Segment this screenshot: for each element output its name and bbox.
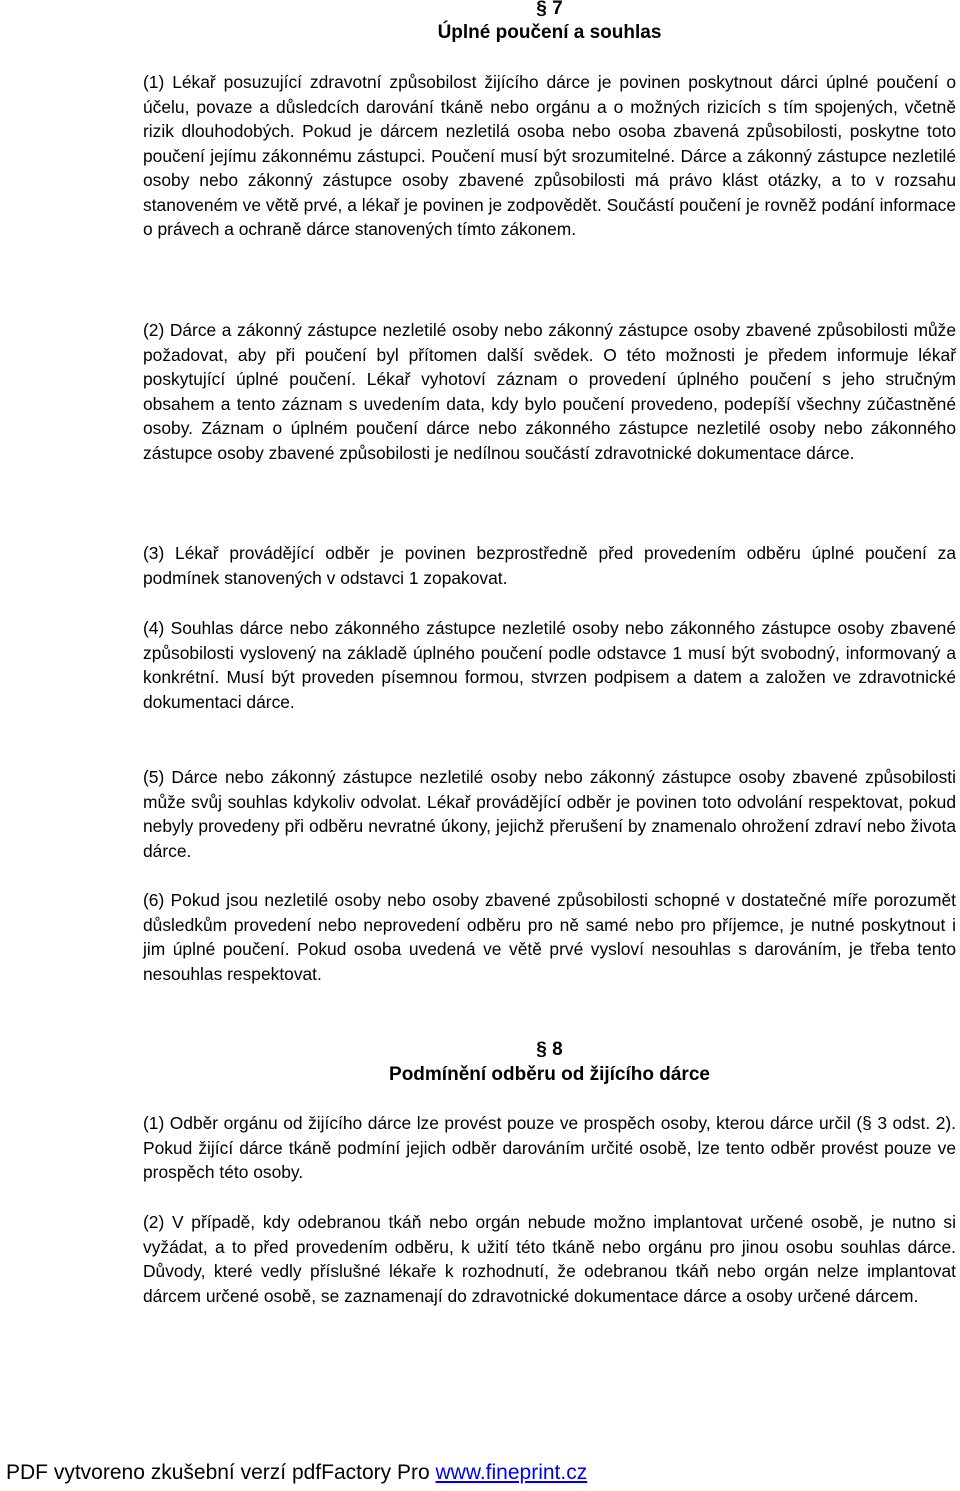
section-8-number: § 8 — [536, 1039, 563, 1060]
section-7-paragraph-2: (2) Dárce a zákonný zástupce nezletilé osoby nebo zákonný zástupce osoby zbavené způsobilosti může požadovat, aby při poučení byl přítomen další svědek. O této možnosti je předem informuje lékař poskytující úplné poučení. Lékař vyhotoví záznam o provedení úplného poučení s jeho stručným obsahem a tento záznam s uvedením data, kdy bylo poučení provedeno, podepíší všechny zúčastněné osoby. Záznam o úplném poučení dárce nebo zákonného zástupce nezletilé osoby nebo zákonného zástupce osoby zbavené způsobilosti je nedílnou součástí zdravotnické dokumentace dárce. — [143, 320, 956, 463]
section-7-paragraph-1: (1) Lékař posuzující zdravotní způsobilost žijícího dárce je povinen poskytnout dárci úplné poučení o účelu, povaze a důsledcích darování tkáně nebo orgánu a o možných rizicích s tím spojených, včetně rizik dlouhodobých. Pokud je dárcem nezletilá osoba nebo osoba zbavená způsobilosti, poskytne toto poučení jejímu zákonnému zástupci. Poučení musí být srozumitelné. Dárce a zákonný zástupce nezletilé osoby nebo zákonný zástupce osoby zbavené způsobilosti má právo klást otázky, a to v rozsahu stanoveném ve větě prvé, a lékař je povinen je zodpovědět. Součástí poučení je rovněž podání informace o právech a ochraně dárce stanovených tímto zákonem. — [143, 72, 956, 239]
section-7-paragraph-3: (3) Lékař provádějící odběr je povinen bezprostředně před provedením odběru úplné poučení za podmínek stanovených v odstavci 1 zopakovat. — [143, 543, 956, 588]
pdf-footer — [6, 1460, 587, 1486]
section-7-title: Úplné poučení a souhlas — [437, 22, 662, 43]
section-7-paragraph-6: (6) Pokud jsou nezletilé osoby nebo osoby zbavené způsobilosti schopné v dostatečné míře porozumět důsledkům provedení nebo neprovedení odběru pro ně samé nebo pro příjemce, je nutné poskytnout i jim úplné poučení. Pokud osoba uvedená ve větě prvé vysloví nesouhlas s darováním, je třeba tento nesouhlas respektovat. — [143, 890, 956, 984]
section-7-number: § 7 — [536, 0, 563, 19]
section-8-paragraph-2: (2) V případě, kdy odebranou tkáň nebo orgán nebude možno implantovat určené osobě, je nutno si vyžádat, a to před provedením odběru, k užití této tkáně nebo orgánu pro jinou osobu souhlas dárce. Důvody, které vedly příslušné lékaře k rozhodnutí, že odebranou tkáň nebo orgán nelze implantovat dárcem určené osobě, se zaznamenají do zdravotnické dokumentace dárce a osoby určené dárcem. — [143, 1212, 956, 1306]
footer-text: PDF vytvoreno zkušební verzí pdfFactory Pro — [6, 1461, 436, 1484]
section-8-title: Podmínění odběru od žijícího dárce — [389, 1064, 710, 1085]
fineprint-link[interactable]: www.fineprint.cz — [435, 1461, 588, 1484]
section-8-paragraph-1: (1) Odběr orgánu od žijícího dárce lze provést pouze ve prospěch osoby, kterou dárce určil (§ 3 odst. 2). Pokud žijící dárce tkáně podmíní jejich odběr darováním určité osobě, lze tento odběr provést pouze ve prospěch této osoby. — [143, 1113, 956, 1182]
section-7-paragraph-5: (5) Dárce nebo zákonný zástupce nezletilé osoby nebo zákonný zástupce osoby zbavené způsobilosti může svůj souhlas kdykoliv odvolat. Lékař provádějící odběr je povinen toto odvolání respektovat, pokud nebyly provedeny při odběru nevratné úkony, jejichž přerušení by znamenalo ohrožení zdraví nebo života dárce. — [143, 767, 956, 861]
section-7-paragraph-4: (4) Souhlas dárce nebo zákonného zástupce nezletilé osoby nebo zákonného zástupce osoby zbavené způsobilosti vyslovený na základě úplného poučení podle odstavce 1 musí být svobodný, informovaný a konkrétní. Musí být proveden písemnou formou, stvrzen podpisem a datem a založen ve zdravotnické dokumentaci dárce. — [143, 618, 956, 712]
